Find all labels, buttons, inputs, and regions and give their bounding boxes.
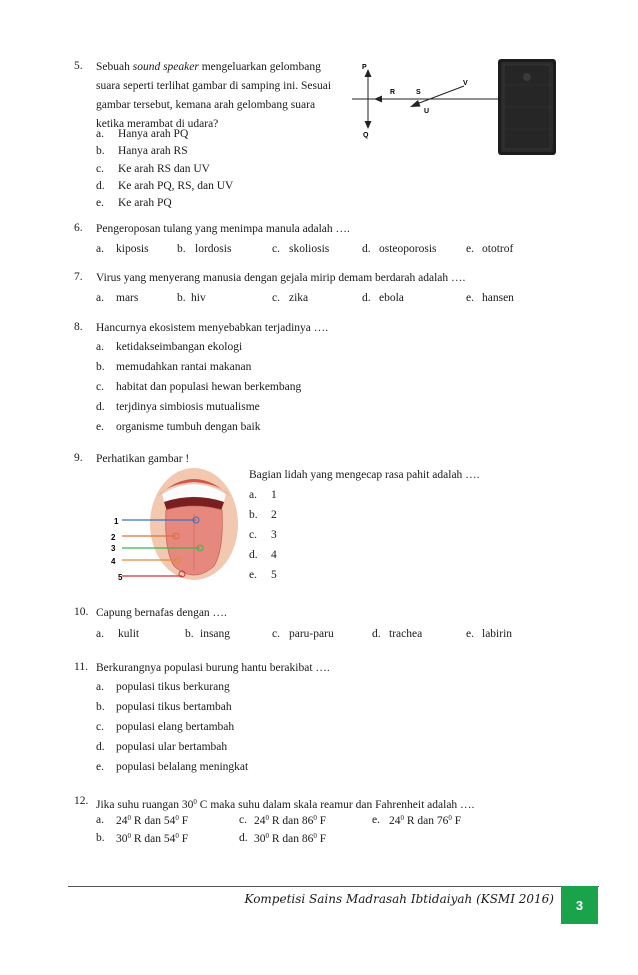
option-d[interactable]: d. ebola: [362, 292, 404, 304]
option-a[interactable]: a. kiposis: [96, 243, 149, 255]
footer-divider: [68, 886, 599, 887]
option-e[interactable]: e. hansen: [466, 292, 514, 304]
question-text: Perhatikan gambar !: [96, 453, 190, 465]
question-text: Sebuah sound speaker mengeluarkan gelombang: [96, 61, 321, 73]
option-b[interactable]: b. 2: [249, 509, 277, 521]
option-c[interactable]: c. populasi elang bertambah: [96, 721, 235, 733]
question-number: 11.: [74, 661, 88, 673]
option-c[interactable]: c. paru-paru: [272, 628, 334, 640]
tongue-label-1: 1: [114, 517, 119, 526]
option-c[interactable]: c. Ke arah RS dan UV: [96, 163, 210, 175]
question-number: 6.: [74, 222, 83, 234]
option-d[interactable]: d. osteoporosis: [362, 243, 437, 255]
label-p: P: [362, 64, 367, 71]
option-b[interactable]: b. lordosis: [177, 243, 232, 255]
label-q: Q: [363, 132, 369, 139]
option-a[interactable]: a. mars: [96, 292, 139, 304]
option-b[interactable]: b. memudahkan rantai makanan: [96, 361, 252, 373]
option-e[interactable]: e. Ke arah PQ: [96, 197, 172, 209]
option-e[interactable]: e. $24^0$ R dan $76^0$ F: [372, 814, 462, 827]
option-d[interactable]: d. terjdinya simbiosis mutualisme: [96, 401, 260, 413]
question-prompt: Bagian lidah yang mengecap rasa pahit adalah ….: [249, 469, 480, 481]
tongue-label-5: 5: [118, 573, 123, 582]
label-s: S: [416, 89, 421, 96]
arrowhead-u: [410, 100, 421, 107]
uv-line: [414, 86, 464, 105]
question-number: 10.: [74, 606, 89, 618]
option-d[interactable]: d. 4: [249, 549, 277, 561]
option-a[interactable]: a. ketidakseimbangan ekologi: [96, 341, 243, 353]
footer-title: Kompetisi Sains Madrasah Ibtidaiyah (KSMI 2016): [244, 892, 554, 906]
question-text: Capung bernafas dengan ….: [96, 607, 227, 619]
option-a[interactable]: a. $24^0$ R dan $54^0$ F: [96, 814, 189, 827]
option-a[interactable]: a. kulit: [96, 628, 140, 640]
sound-wave-figure: [352, 55, 562, 157]
option-c[interactable]: c. $24^0$ R dan $86^0$ F: [239, 814, 327, 827]
question-number: 7.: [74, 271, 83, 283]
option-c[interactable]: c. skoliosis: [272, 243, 330, 255]
tongue-figure: [108, 466, 248, 586]
option-e[interactable]: e. ototrof: [466, 243, 514, 255]
speaker-icon: [498, 59, 556, 155]
arrowhead-q: [365, 121, 372, 129]
tongue-label-4: 4: [111, 557, 116, 566]
question-number: 8.: [74, 321, 83, 333]
question-number: 9.: [74, 452, 83, 464]
option-c[interactable]: c. zika: [272, 292, 309, 304]
question-text: Virus yang menyerang manusia dengan gejala mirip demam berdarah adalah ….: [96, 272, 466, 284]
option-e[interactable]: e. organisme tumbuh dengan baik: [96, 421, 261, 433]
tongue-label-2: 2: [111, 533, 116, 542]
option-d[interactable]: d. $30^0$ R dan $86^0$ F: [239, 832, 327, 845]
question-text: suara seperti terlihat gambar di samping ini. Sesuai: [96, 80, 332, 92]
option-b[interactable]: b. hiv: [177, 292, 206, 304]
tongue-image: [150, 468, 238, 580]
question-text: gambar tersebut, kemana arah gelombang suara: [96, 99, 316, 111]
tongue-label-3: 3: [111, 544, 116, 553]
option-a[interactable]: a. populasi tikus berkurang: [96, 681, 230, 693]
option-b[interactable]: b. insang: [185, 628, 231, 640]
option-e[interactable]: e. labirin: [466, 628, 513, 640]
option-d[interactable]: d. trachea: [372, 628, 423, 640]
option-b[interactable]: b. Hanya arah RS: [96, 145, 188, 157]
option-d[interactable]: d. populasi ular bertambah: [96, 741, 228, 753]
page-number-badge: 3: [561, 886, 598, 924]
option-e[interactable]: e. populasi belalang meningkat: [96, 761, 249, 773]
option-c[interactable]: c. 3: [249, 529, 277, 541]
option-c[interactable]: c. habitat dan populasi hewan berkembang: [96, 381, 302, 393]
option-d[interactable]: d. Ke arah PQ, RS, dan UV: [96, 180, 234, 192]
label-v: V: [463, 80, 468, 87]
question-text: Jika suhu ruangan $30^0$ C maka suhu dalam skala reamur dan Fahrenheit adalah ….: [96, 798, 475, 811]
option-a[interactable]: a. Hanya arah PQ: [96, 128, 189, 140]
question-text: Hancurnya ekosistem menyebabkan terjadinya ….: [96, 322, 329, 334]
arrowhead-r: [374, 96, 382, 103]
question-number: 5.: [74, 60, 83, 72]
question-text: ketika merambat di udara?: [96, 118, 219, 130]
option-a[interactable]: a. 1: [249, 489, 277, 501]
question-number: 12.: [74, 795, 89, 807]
question-text: Berkurangnya populasi burung hantu berakibat ….: [96, 662, 330, 674]
label-u: U: [424, 108, 430, 115]
option-e[interactable]: e. 5: [249, 569, 277, 581]
option-b[interactable]: b. populasi tikus bertambah: [96, 701, 232, 713]
option-b[interactable]: b. $30^0$ R dan $54^0$ F: [96, 832, 189, 845]
question-text: Pengeroposan tulang yang menimpa manula adalah ….: [96, 223, 350, 235]
label-r: R: [390, 89, 396, 96]
